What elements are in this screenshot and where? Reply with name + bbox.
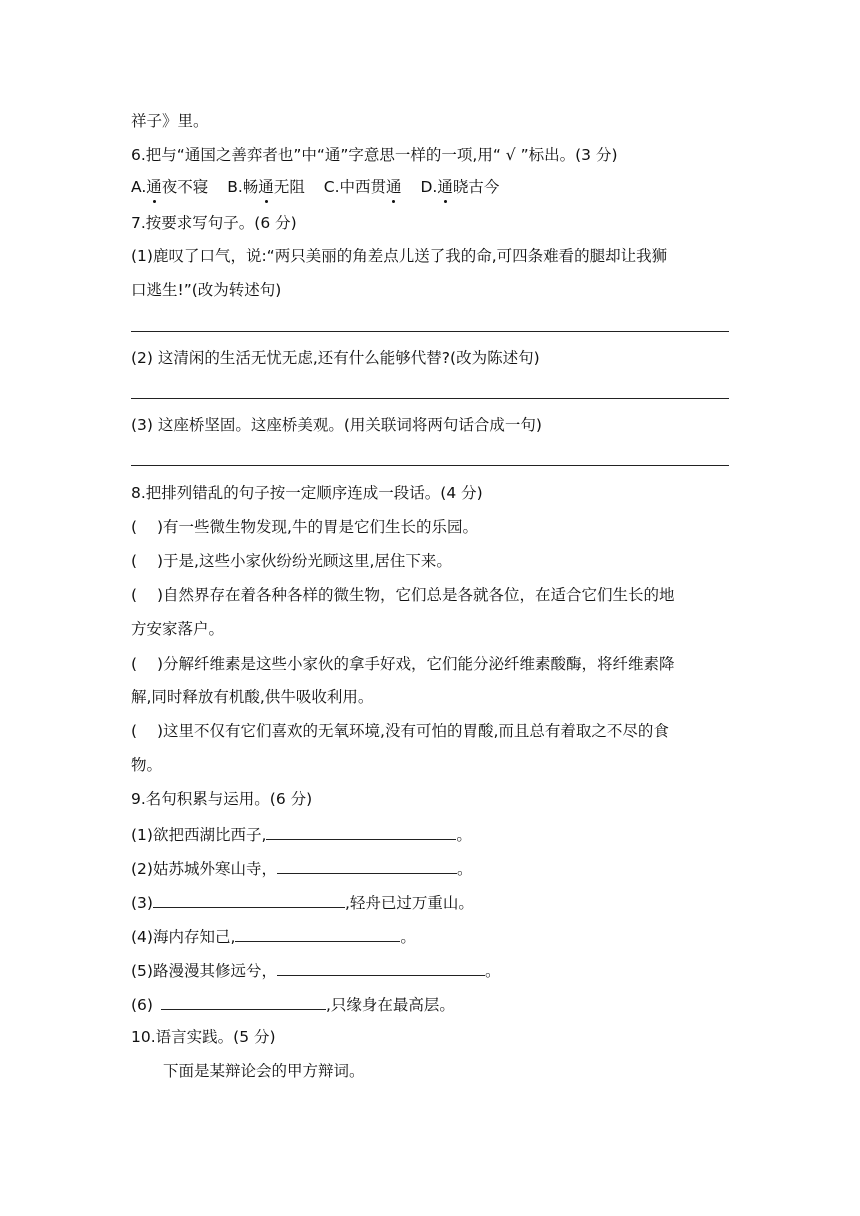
sentence-item-2: ( )于是,这些小家伙纷纷光顾这里,居住下来。: [131, 552, 452, 570]
answer-line-7-1[interactable]: [131, 331, 729, 332]
fill-blank[interactable]: [266, 822, 456, 840]
question-7-1-line-2: 口逃生!”(改为转述句): [131, 281, 282, 299]
question-9-prompt: 9.名句积累与运用。(6 分): [131, 790, 313, 808]
question-10-intro: 下面是某辩论会的甲方辩词。: [163, 1062, 365, 1080]
sentence-item-4: ( )分解纤维素是这些小家伙的拿手好戏，它们能分泌纤维素酸酶，将纤维素降: [131, 655, 675, 673]
poem-item-4: (4)海内存知己, 。: [131, 924, 416, 948]
poem-item-5: (5)路漫漫其修远兮， 。: [131, 958, 500, 982]
question-8-prompt: 8.把排列错乱的句子按一定顺序连成一段话。(4 分): [131, 484, 483, 502]
fill-blank[interactable]: [161, 992, 326, 1010]
text-line-continuation: 祥子》里。: [131, 112, 209, 130]
answer-line-7-3[interactable]: [131, 465, 729, 466]
question-6-options: [131, 176, 513, 198]
order-blank[interactable]: (: [131, 655, 138, 673]
sentence-item-3: ( )自然界存在着各种各样的微生物，它们总是各就各位，在适合它们生长的地: [131, 586, 675, 604]
fill-blank[interactable]: [153, 890, 345, 908]
option-a[interactable]: A.通夜不寝: [131, 178, 209, 196]
answer-line-7-2[interactable]: [131, 398, 729, 399]
question-7-prompt: 7.按要求写句子。(6 分): [131, 214, 297, 232]
sentence-item-4-cont: 解,同时释放有机酸,供牛吸收利用。: [131, 688, 374, 706]
question-10-prompt: 10.语言实践。(5 分): [131, 1028, 276, 1046]
poem-item-2: (2)姑苏城外寒山寺， 。: [131, 856, 472, 880]
order-blank[interactable]: (: [131, 552, 138, 570]
poem-item-1: (1)欲把西湖比西子, 。: [131, 822, 472, 846]
fill-blank[interactable]: [235, 924, 400, 942]
option-c[interactable]: C.中西贯通: [323, 178, 402, 196]
order-blank[interactable]: (: [131, 518, 138, 536]
option-b[interactable]: B.畅通无阻: [227, 178, 305, 196]
sentence-item-3-cont: 方安家落户。: [131, 620, 225, 638]
sentence-item-5-cont: 物。: [131, 756, 163, 774]
fill-blank[interactable]: [277, 856, 457, 874]
sentence-item-1: ( )有一些微生物发现,牛的胃是它们生长的乐园。: [131, 518, 478, 536]
question-7-2: (2) 这清闲的生活无忧无虑,还有什么能够代替?(改为陈述句): [131, 349, 540, 367]
fill-blank[interactable]: [277, 958, 485, 976]
poem-item-3: (3) ,轻舟已过万重山。: [131, 890, 474, 914]
order-blank[interactable]: (: [131, 722, 138, 740]
question-7-3: (3) 这座桥坚固。这座桥美观。(用关联词将两句话合成一句): [131, 416, 542, 434]
poem-item-6: (6) ,只缘身在最高层。: [131, 992, 455, 1016]
order-blank[interactable]: (: [131, 586, 138, 604]
question-7-1-line-1: (1)鹿叹了口气，说:“两只美丽的角差点儿送了我的命,可四条难看的腿却让我狮: [131, 247, 668, 265]
question-6-prompt: 6.把与“通国之善弈者也”中“通”字意思一样的一项,用“ √ ”标出。(3 分): [131, 146, 618, 164]
sentence-item-5: ( )这里不仅有它们喜欢的无氧环境,没有可怕的胃酸,而且总有着取之不尽的食: [131, 722, 669, 740]
option-d[interactable]: D.通晓古今: [420, 178, 500, 196]
